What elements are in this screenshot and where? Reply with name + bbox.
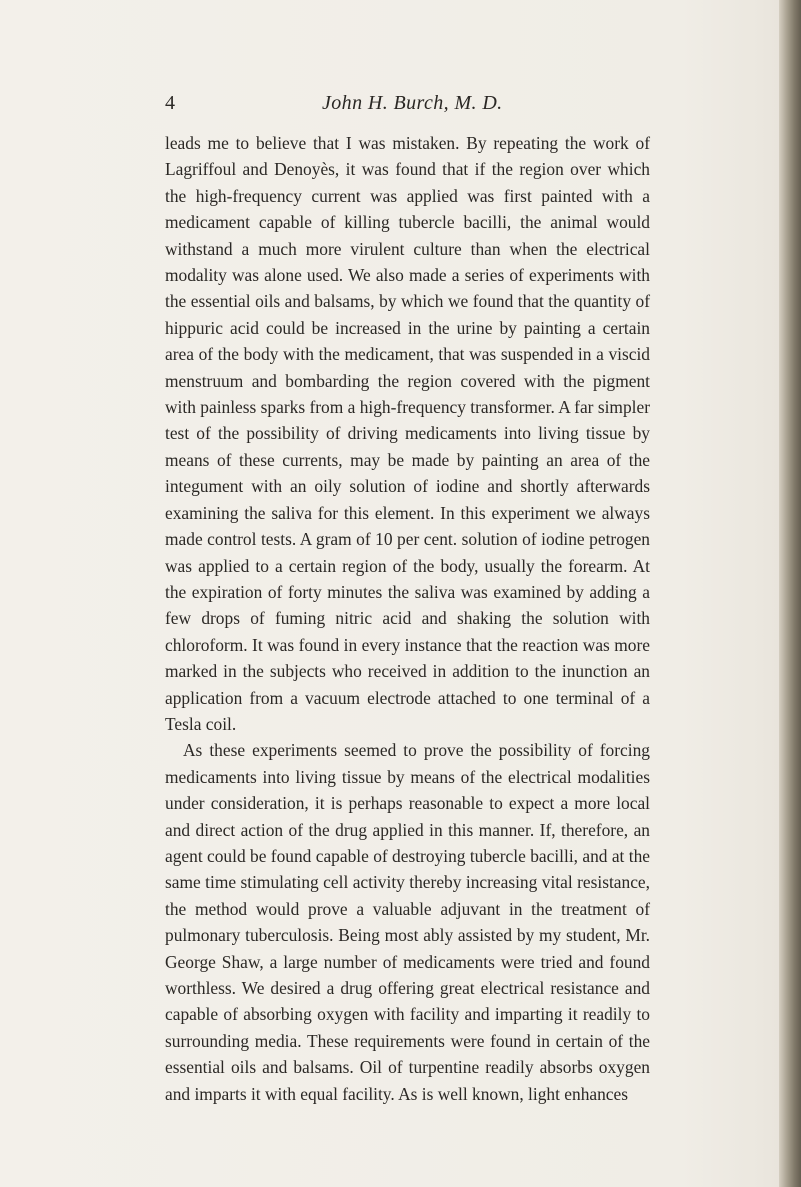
paragraph-2: As these experiments seemed to prove the possibility of forcing medicaments into living tissue by means of the electrical modalities under consideration, it is perhaps reasonable to expect a more local and direct action of the drug applied in this manner. If, therefore, an agent could be found capable of destroying tubercle bacilli, and at the same time stimulating cell activity thereby increasing vital resistance, the method would prove a valuable adjuvant in the treatment of pulmonary tuberculosis. Being most ably assisted by my student, Mr. George Shaw, a large number of medicaments were tried and found worthless. We desired a drug offering great electrical resistance and capable of absorbing oxygen with facility and imparting it readily to surrounding media. These requirements were found in certain of the essential oils and balsams. Oil of turpentine readily absorbs oxygen and imparts it with equal facility. As is well known, light enhances [165,740,650,1104]
page-binding-edge [779,0,801,1187]
paragraph-1: leads me to believe that I was mistaken. By repeating the work of Lagriffoul and Denoyès, it was found that if the region over which the high-frequency current was applied was first painted with a medicament capable of killing tubercle bacilli, the animal would withstand a much more virulent culture than when the electrical modality was alone used. We also made a series of experiments with the essential oils and balsams, by which we found that the quantity of hippuric acid could be increased in the urine by painting a certain area of the body with the medicament, that was suspended in a viscid menstruum and bombarding the region covered with the pigment with painless sparks from a high-frequency transformer. A far simpler test of the possibility of driving medicaments into living tissue by means of these currents, may be made by painting an area of the integument with an oily solution of iodine and shortly afterwards examining the saliva for this element. In this experiment we always made control tests. A gram of 10 per cent. solution of iodine petrogen was applied to a certain region of the body, usually the forearm. At the expiration of forty minutes the saliva was examined by adding a few drops of fuming nitric acid and shaking the solution with chloroform. It was found in every instance that the reaction was more marked in the subjects who received in addition to the inunction an application from a vacuum electrode attached to one terminal of a Tesla coil. [165,133,650,734]
running-head: John H. Burch, M. D. [322,92,503,114]
page-header [165,92,585,120]
body-text [165,130,650,1107]
page-number: 4 [165,92,175,114]
